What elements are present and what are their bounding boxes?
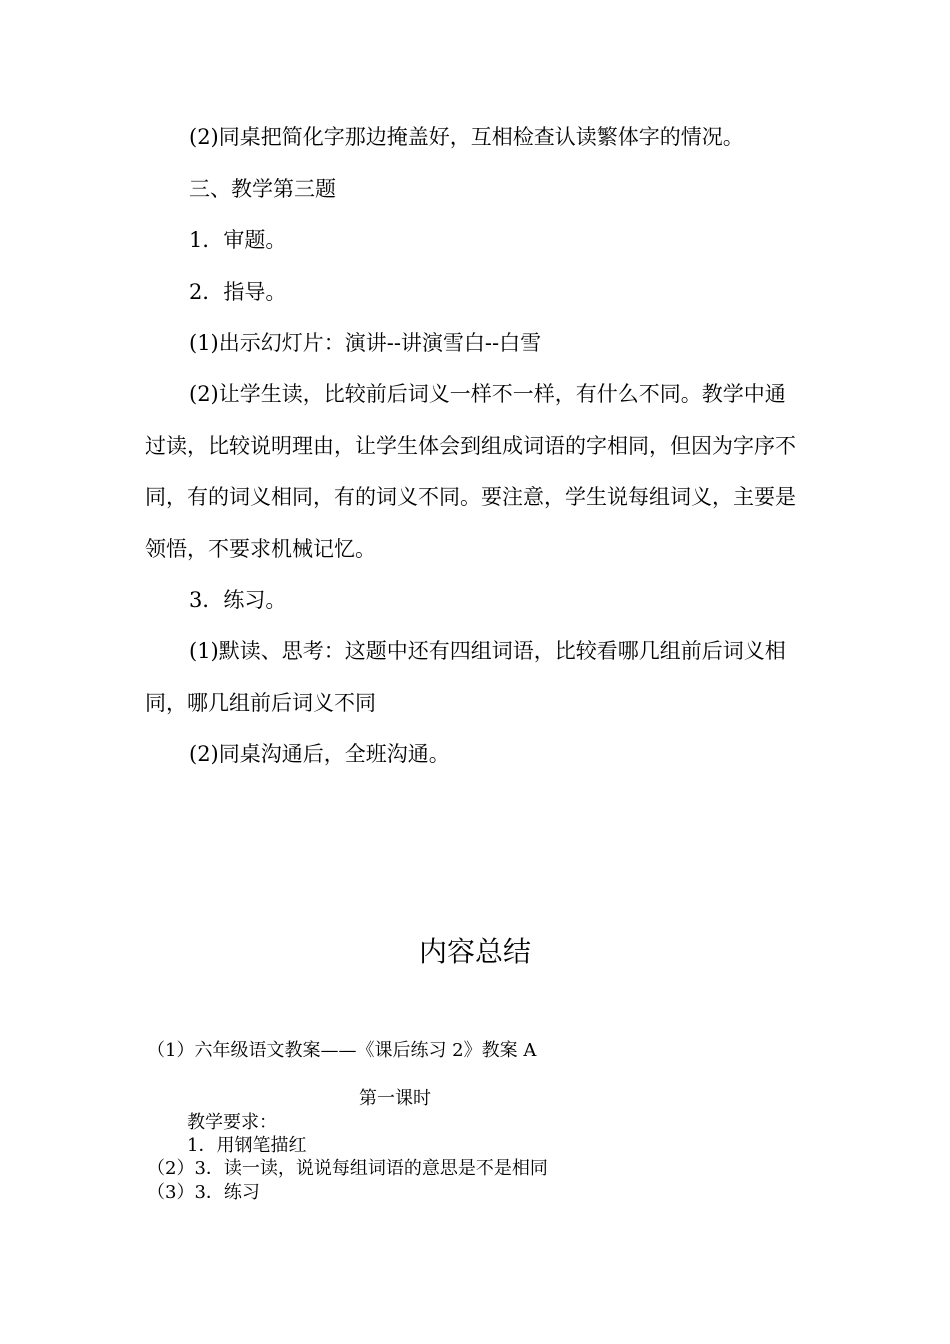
summary-line-pen-tracing: 1．用钢笔描红 — [187, 1135, 307, 1156]
paragraph-checking-traditional-characters: (2)同桌把简化字那边掩盖好，互相检查认读繁体字的情况。 — [189, 125, 744, 149]
summary-line-lesson-plan: （1）六年级语文教案——《课后练习 2》教案 A — [147, 1040, 537, 1061]
section-heading-third-question: 三、教学第三题 — [189, 177, 336, 201]
paragraph-compare-meaning: (2)让学生读，比较前后词义一样不一样，有什么不同。教学中通过读，比较说明理由，让学生体会到组成词语的字相同，但因为字序不同，有的词义相同，有的词义不同。要注意，学生说每组词义，主要是领悟，不要求机械记忆。 — [145, 382, 796, 561]
paragraph-silent-reading: (1)默读、思考：这题中还有四组词语，比较看哪几组前后词义相同，哪几组前后词义不同 — [145, 639, 786, 715]
summary-title: 内容总结 — [418, 935, 531, 968]
summary-line-read-words: （2）3．读一读，说说每组词语的意思是不是相同 — [147, 1158, 548, 1179]
paragraph-class-communication: (2)同桌沟通后，全班沟通。 — [189, 742, 450, 766]
paragraph-slide-words: (1)出示幻灯片：演讲--讲演雪白--白雪 — [189, 331, 542, 355]
step-guidance: 2．指导。 — [189, 280, 287, 304]
step-practice: 3．练习。 — [189, 588, 287, 612]
summary-line-teaching-requirements: 教学要求： — [187, 1112, 277, 1133]
step-review-question: 1．审题。 — [189, 228, 287, 252]
summary-line-practice: （3）3．练习 — [147, 1182, 260, 1203]
summary-line-first-period: 第一课时 — [359, 1088, 431, 1109]
